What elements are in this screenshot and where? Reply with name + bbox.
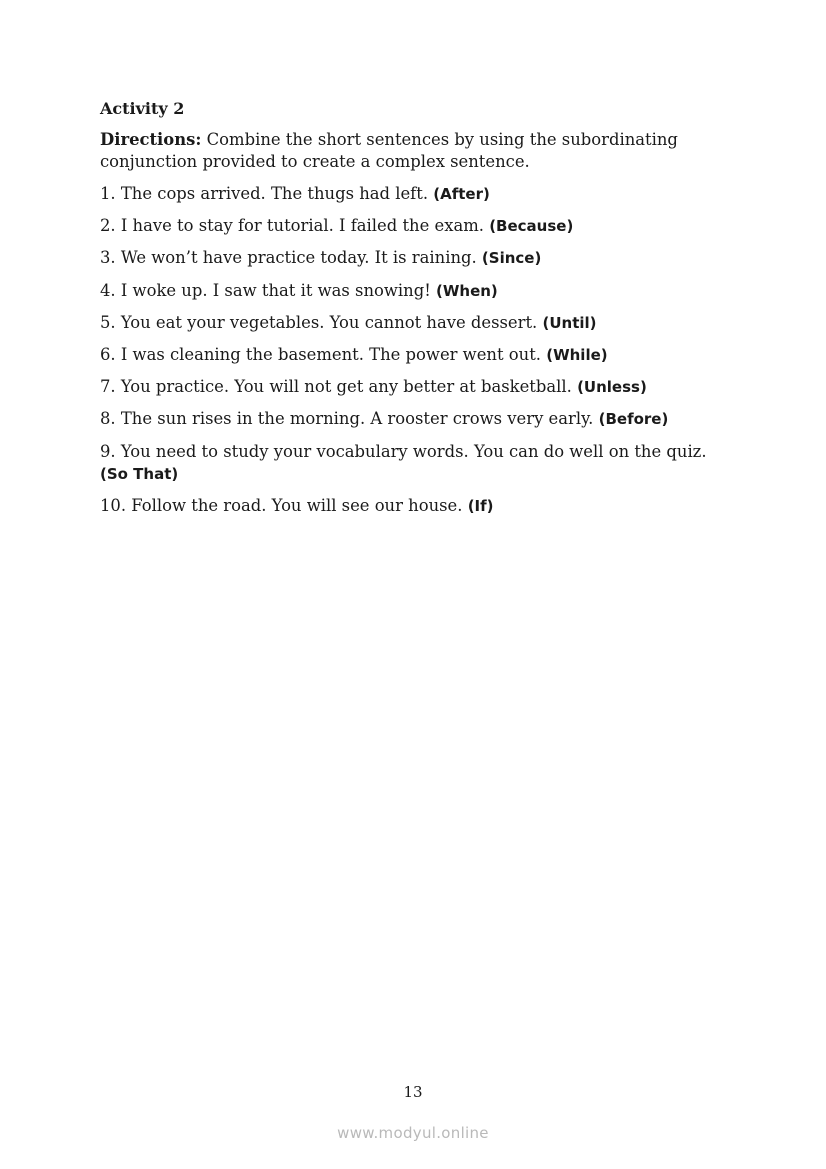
item-text: The sun rises in the morning. A rooster crows very early. bbox=[120, 409, 594, 429]
item-number: 6. bbox=[100, 344, 116, 364]
item-number: 10. bbox=[100, 495, 127, 515]
item-conjunction: (When) bbox=[436, 281, 498, 300]
exercise-item bbox=[100, 441, 720, 485]
item-number: 3. bbox=[100, 248, 116, 268]
item-number: 8. bbox=[100, 409, 116, 429]
directions-text: Combine the short sentences by using the subordinating conjunction provided to create a complex sentence. bbox=[100, 130, 678, 171]
item-conjunction: (Because) bbox=[489, 217, 574, 236]
exercise-item bbox=[100, 280, 720, 302]
exercise-item bbox=[100, 408, 720, 430]
item-number: 2. bbox=[100, 216, 116, 236]
exercise-item bbox=[100, 495, 720, 517]
item-text: I was cleaning the basement. The power went out. bbox=[120, 344, 541, 364]
item-number: 5. bbox=[100, 312, 116, 332]
watermark-text: www.modyul.online bbox=[337, 1124, 489, 1142]
item-conjunction: (Until) bbox=[542, 313, 597, 332]
directions-paragraph bbox=[100, 129, 720, 173]
exercise-item bbox=[100, 215, 720, 237]
item-text: I woke up. I saw that it was snowing! bbox=[120, 280, 431, 300]
item-conjunction: (So That) bbox=[100, 464, 179, 483]
item-conjunction: (While) bbox=[546, 345, 608, 364]
exercise-item bbox=[100, 183, 720, 205]
directions-label: Directions: bbox=[100, 130, 202, 149]
page-number: 13 bbox=[403, 1083, 423, 1101]
item-number: 1. bbox=[100, 184, 116, 203]
item-conjunction: (Since) bbox=[481, 249, 542, 268]
item-text: You practice. You will not get any better at basketball. bbox=[120, 377, 572, 397]
exercise-item bbox=[100, 376, 720, 398]
item-text: The cops arrived. The thugs had left. bbox=[120, 184, 429, 203]
activity-title: Activity 2 bbox=[100, 99, 185, 118]
item-text: You need to study your vocabulary words. You can do well on the quiz. bbox=[120, 441, 707, 461]
exercise-list bbox=[100, 183, 720, 517]
item-conjunction: (Unless) bbox=[577, 378, 647, 397]
worksheet-content bbox=[100, 98, 720, 527]
item-conjunction: (After) bbox=[433, 185, 490, 203]
exercise-item bbox=[100, 344, 720, 366]
item-text: Follow the road. You will see our house. bbox=[131, 495, 463, 515]
item-text: I have to stay for tutorial. I failed the exam. bbox=[120, 216, 484, 236]
item-number: 4. bbox=[100, 280, 116, 300]
item-conjunction: (If) bbox=[467, 496, 494, 515]
item-number: 9. bbox=[100, 441, 116, 461]
item-text: We won’t have practice today. It is raining. bbox=[120, 248, 477, 268]
item-text: You eat your vegetables. You cannot have dessert. bbox=[120, 312, 538, 332]
item-number: 7. bbox=[100, 377, 116, 397]
item-conjunction: (Before) bbox=[598, 410, 669, 429]
exercise-item bbox=[100, 247, 720, 269]
exercise-item bbox=[100, 312, 720, 334]
